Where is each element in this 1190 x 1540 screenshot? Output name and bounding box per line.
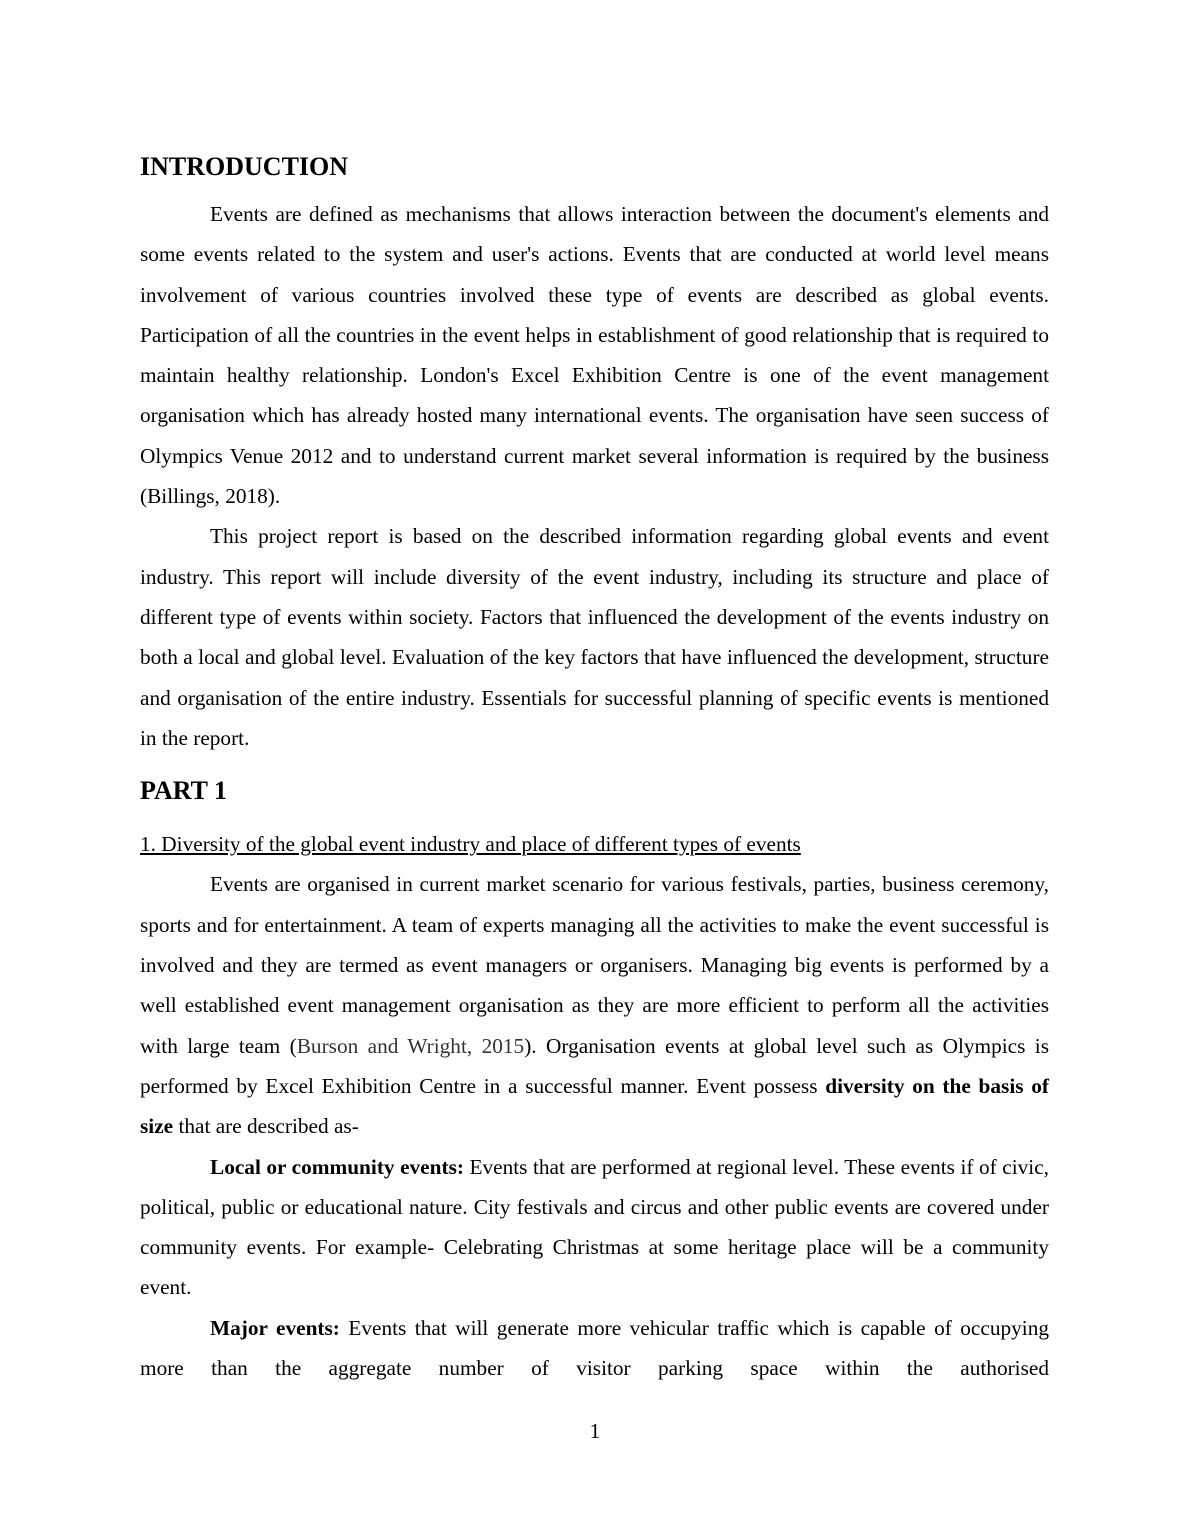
document-page [140, 150, 1049, 1388]
bold-phrase: diversity on the basis of size [140, 1073, 1049, 1139]
local-events-term: Local or community events: [210, 1154, 464, 1179]
page-number: 1 [589, 1419, 601, 1443]
major-events-text: Events that will generate more vehicular traffic which is capable of occupying more than the aggregate number of visitor parking space within the authorised [140, 1315, 1049, 1381]
part1-paragraph-1 [140, 864, 1049, 1146]
major-events-term: Major events: [210, 1315, 340, 1340]
part1-heading: PART 1 [140, 776, 227, 806]
intro-paragraph-2: This project report is based on the described information regarding global events and event industry. This report will include diversity of the event industry, including its structure and place of different type of events within society. Factors that influenced the development of the events industry on both a local and global level. Evaluation of the key factors that have influenced the development, structure and organisation of the entire industry. Essentials for successful planning of specific events is mentioned in the report. [140, 524, 1049, 750]
part1-p1-text-b: ). Organisation events at global level such as Olympics is performed by Excel Exhibition Centre in a successful manner. Event possess [140, 1033, 1050, 1098]
local-events-paragraph [140, 1147, 1049, 1308]
local-events-text: Events that are performed at regional level. These events if of civic, political, public or educational nature. City festivals and circus and other public events are covered under community events. For example- Celebrating Christmas at some heritage place will be a community event. [140, 1154, 1049, 1300]
introduction-heading: INTRODUCTION [140, 152, 349, 181]
part1-p1-text-a: Events are organised in current market scenario for various festivals, parties, business ceremony, sports and for entertainment. A team of experts managing all the activities to make the event successful is involved and they are termed as event managers or organisers. Managing big events is performed by a well established event management organisation as they are more efficient to perform all the activities with large team ( [140, 872, 1049, 1058]
major-events-paragraph [140, 1308, 1049, 1389]
section-1-subheading: 1. Diversity of the global event industry and place of different types of events [140, 832, 801, 857]
part1-p1-text-c: that are described as- [173, 1114, 359, 1139]
citation: Burson and Wright, 2015 [296, 1033, 525, 1058]
intro-paragraph-1: Events are defined as mechanisms that allows interaction between the document's elements and some events related to the system and user's actions. Events that are conducted at world level means involvement of various countries involved these type of events are described as global events. Participation of all the countries in the event helps in establishment of good relationship that is required to maintain healthy relationship. London's Excel Exhibition Centre is one of the event management organisation which has already hosted many international events. The organisation have seen success of Olympics Venue 2012 and to understand current market several information is required by the business (Billings, 2018). [140, 202, 1049, 509]
